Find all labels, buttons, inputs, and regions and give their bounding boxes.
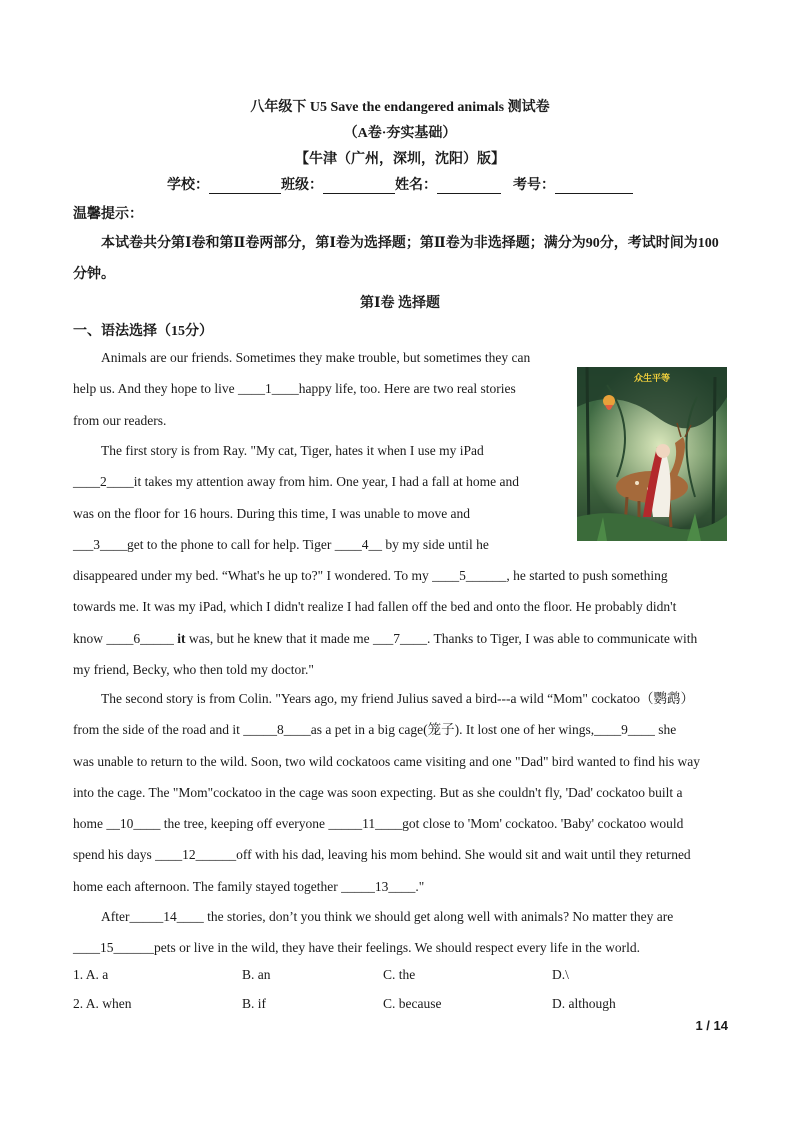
passage-line: my friend, Becky, who then told my doctor." [73,661,314,677]
part-title: 一、语法选择（15分） [73,324,213,339]
passage-line: ___3____get to the phone to call for help. Tiger ____4__ by my side until he [73,536,489,552]
passage-fragment: know ____6_____ [73,630,178,646]
option-a[interactable]: 1. A. a [73,967,109,982]
school-label: 学校： [167,178,209,193]
passage-line [73,623,733,654]
exam-title: 八年级下 U5 Save the endangered animals 测试卷 [250,100,550,115]
passage-line: Animals are our friends. Sometimes they make trouble, but sometimes they can [101,350,531,365]
passage-line: disappeared under my bed. “What's he up to?" I wondered. To my ____5______, he started to push something [73,568,668,583]
exam-no-blank[interactable] [555,179,633,194]
passage-paragraph-1 [73,342,559,436]
school-blank[interactable] [209,179,281,194]
section-title: 第Ⅰ卷 选择题 [359,296,441,311]
passage-line: ____2____it takes my attention away from him. One year, I had a fall at home and [73,474,519,490]
student-info-row [0,174,800,194]
question-1 [73,967,733,987]
passage-bold-word: it [177,630,186,646]
exam-subtitle: （A卷·夯实基础） [343,126,457,141]
passage-line: The first story is from Ray. "My cat, Tiger, hates it when I use my iPad [101,443,484,458]
passage-line: ____15______pets or live in the wild, they have their feelings. We should respect every life in the world. [73,940,641,956]
passage-line: from our readers. [73,412,167,428]
passage-line: After_____14____ the stories, don’t you think we should get along well with animals? No matter they are [101,909,674,924]
question-2 [73,996,733,1016]
exam-no-label: 考号： [513,178,555,193]
passage-line: help us. And they hope to live ____1____happy life, too. Here are two real stories [73,381,516,397]
option-b[interactable]: B. an [242,967,271,982]
passage-line: into the cage. The "Mom"cockatoo in the cage was soon expecting. But as she couldn't fly, 'Dad' cockatoo built a [73,784,683,800]
passage-line: The second story is from Colin. "Years ago, my friend Julius saved a bird---a wild “Mom" cockatoo（鹦鹉） [101,691,695,706]
option-c[interactable]: C. the [383,967,416,982]
option-a[interactable]: 2. A. when [73,996,132,1011]
passage-fragment: was, but he knew that it made me ___7____. Thanks to Tiger, I was able to communicate with [185,630,698,646]
passage-line: was on the floor for 16 hours. During this time, I was unable to move and [73,505,471,521]
page-number: 1 / 14 [695,1018,728,1033]
class-blank[interactable] [323,179,395,194]
passage-line: towards me. It was my iPad, which I didn't realize I had fallen off the bed and onto the floor. He probably didn't [73,599,677,615]
name-label: 姓名： [395,178,437,193]
option-c[interactable]: C. because [383,996,442,1011]
passage-line: was unable to return to the wild. Soon, two wild cockatoos came visiting and one "Dad" bird wanted to find his way [73,753,701,769]
option-d[interactable]: D.\ [552,967,569,982]
tips-heading: 温馨提示： [73,207,143,222]
illustration-image [577,367,727,541]
illustration-caption: 众生平等 [633,374,671,384]
passage-line: spend his days ____12______off with his dad, leaving his mom behind. She would sit and wait until they returned [73,847,691,863]
passage-paragraph-2 [73,435,559,560]
option-b[interactable]: B. if [242,996,267,1011]
passage-paragraph-4 [73,901,733,964]
forest-deer-illustration [577,367,727,541]
option-d[interactable]: D. although [552,996,616,1011]
passage-line: home __10____ the tree, keeping off everyone _____11____got close to 'Mom' cockatoo. 'Baby' cockatoo would [73,816,684,832]
name-blank[interactable] [437,179,501,194]
class-label: 班级： [281,178,323,193]
passage-paragraph-2-cont [73,560,733,685]
passage-line: home each afternoon. The family stayed together _____13____." [73,878,425,894]
passage-line: from the side of the road and it _____8____as a pet in a big cage(笼子). It lost one of her wings,____9____ she [73,722,677,738]
passage-paragraph-3 [73,683,733,902]
exam-edition: 【牛津（广州，深圳，沈阳）版】 [295,152,505,167]
tips-text: 本试卷共分第Ⅰ卷和第Ⅱ卷两部分，第Ⅰ卷为选择题；第Ⅱ卷为非选择题；满分为90分，考试时间为100分钟。 [73,236,719,282]
